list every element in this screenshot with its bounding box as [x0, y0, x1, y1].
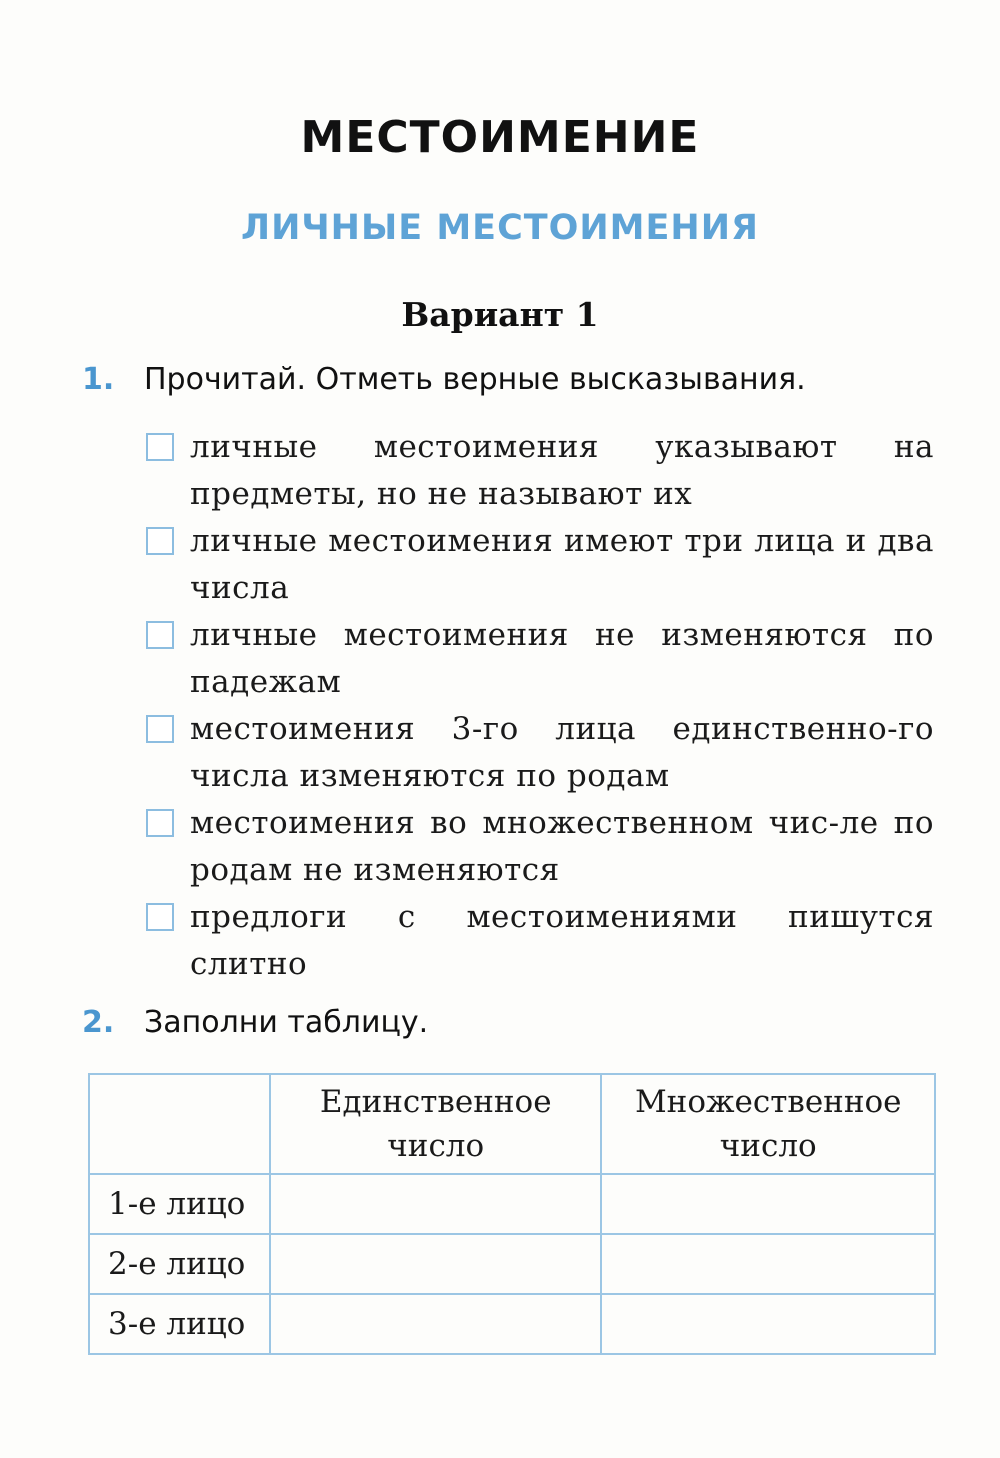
row-label: 2-е лицо: [89, 1234, 270, 1294]
answer-cell[interactable]: [270, 1234, 601, 1294]
page-title: МЕСТОИМЕНИЕ: [300, 112, 700, 163]
option-item: [146, 424, 934, 518]
table-header-plural: Множественное число: [601, 1074, 935, 1174]
answer-cell[interactable]: [601, 1174, 935, 1234]
option-text: местоимения во множественном чис-ле по родам не изменяются: [190, 805, 934, 888]
section-subtitle: ЛИЧНЫЕ МЕСТОИМЕНИЯ: [241, 208, 759, 248]
table-header-singular: Единственное число: [270, 1074, 601, 1174]
option-text: предлоги с местоимениями пишутся слитно: [190, 899, 934, 982]
table-row: [89, 1174, 935, 1234]
task-2-number: 2.: [82, 1005, 115, 1040]
answer-cell[interactable]: [601, 1234, 935, 1294]
option-item: [146, 800, 934, 894]
task-1-heading: [82, 362, 806, 397]
option-text: личные местоимения указывают на предметы, но не называют их: [190, 429, 934, 512]
option-checkbox[interactable]: [146, 809, 174, 837]
option-item: [146, 706, 934, 800]
table-header-empty: [89, 1074, 270, 1174]
task-2-heading: [82, 1005, 428, 1040]
option-checkbox[interactable]: [146, 715, 174, 743]
option-checkbox[interactable]: [146, 903, 174, 931]
option-item: [146, 518, 934, 612]
row-label: 1-е лицо: [89, 1174, 270, 1234]
task-1-options: [146, 424, 934, 988]
option-checkbox[interactable]: [146, 621, 174, 649]
option-item: [146, 612, 934, 706]
table-row: [89, 1234, 935, 1294]
option-checkbox[interactable]: [146, 433, 174, 461]
table-row: [89, 1294, 935, 1354]
option-text: личные местоимения не изменяются по падежам: [190, 617, 934, 700]
answer-cell[interactable]: [601, 1294, 935, 1354]
option-checkbox[interactable]: [146, 527, 174, 555]
task-1-number: 1.: [82, 362, 115, 397]
table-header-row: [89, 1074, 935, 1174]
pronoun-table: [88, 1073, 936, 1355]
task-2-instruction: Заполни таблицу.: [144, 1005, 429, 1040]
task-1-instruction: Прочитай. Отметь верные высказывания.: [144, 362, 806, 397]
row-label: 3-е лицо: [89, 1294, 270, 1354]
option-text: местоимения 3-го лица единственно-го числа изменяются по родам: [190, 711, 934, 794]
option-text: личные местоимения имеют три лица и два числа: [190, 523, 934, 606]
answer-cell[interactable]: [270, 1174, 601, 1234]
option-item: [146, 894, 934, 988]
answer-cell[interactable]: [270, 1294, 601, 1354]
variant-heading: Вариант 1: [401, 295, 599, 334]
